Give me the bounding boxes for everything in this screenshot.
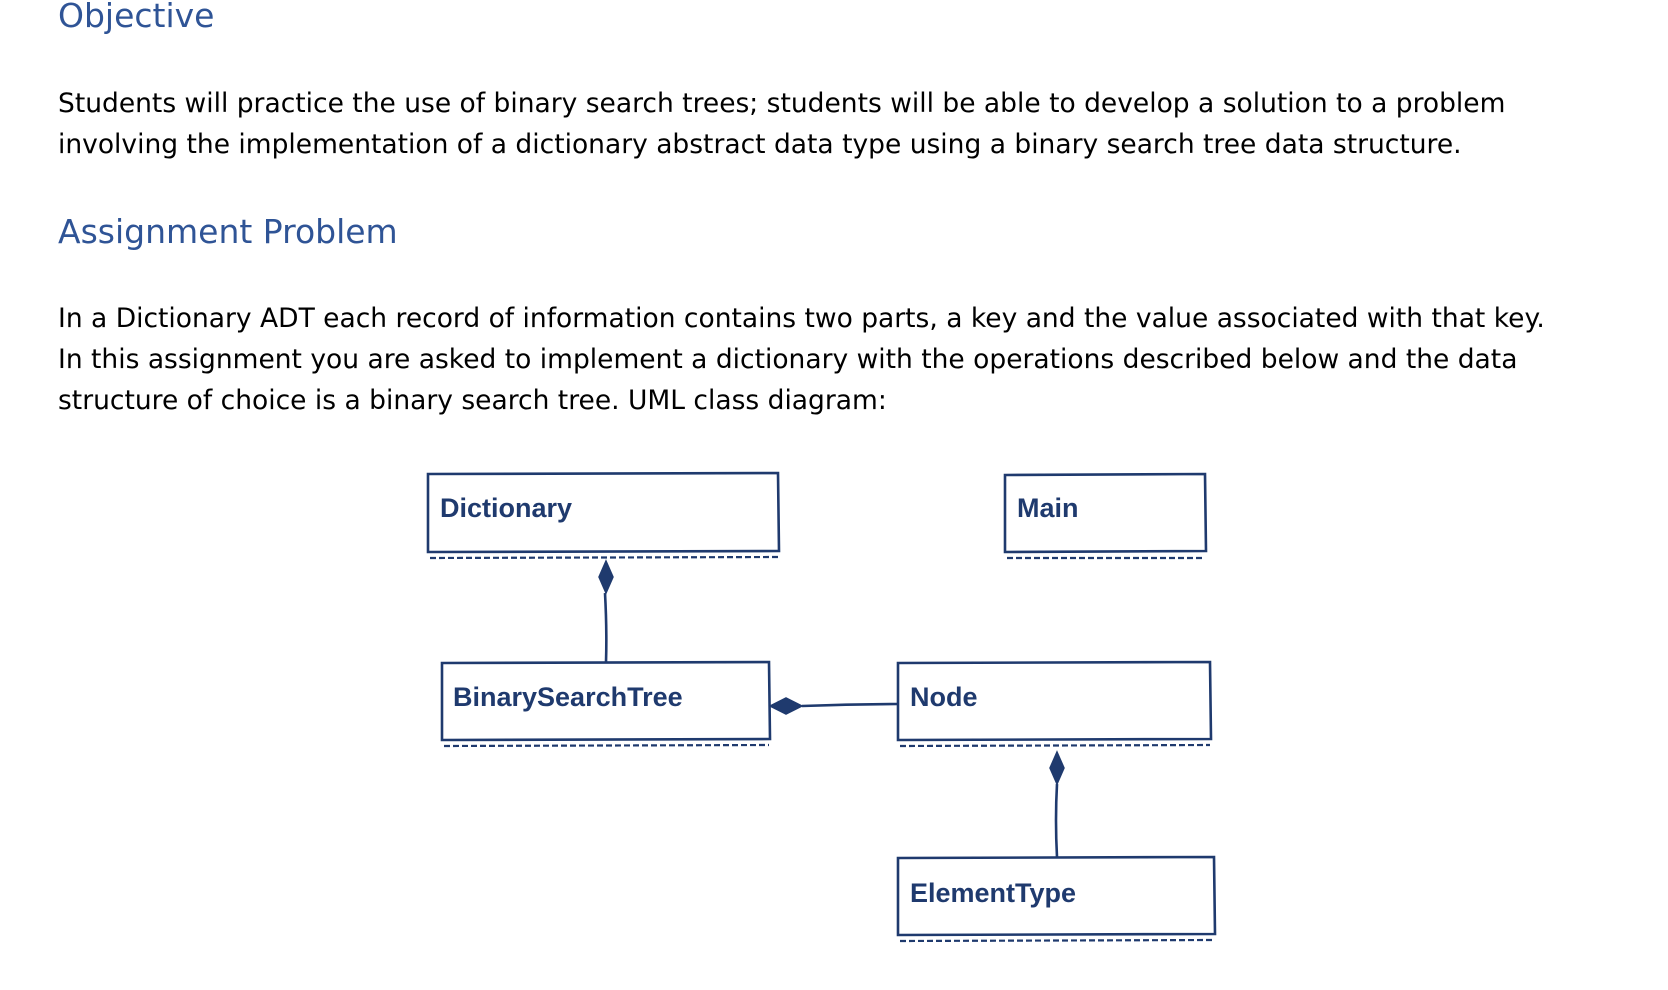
composition-dictionary-bst (599, 561, 613, 662)
class-divider (900, 745, 1210, 746)
class-binary-search-tree (442, 662, 770, 746)
composition-diamond (770, 698, 802, 714)
objective-heading: Objective (58, 0, 215, 35)
association-line (1056, 784, 1057, 857)
composition-diamond (599, 561, 613, 593)
objective-line: Students will practice the use of binary search trees; students will be able to develop a solution to a problem (58, 88, 1506, 119)
class-dictionary (428, 473, 779, 558)
class-divider (444, 745, 769, 746)
class-main (1005, 474, 1206, 558)
class-divider (900, 940, 1214, 941)
assignment-line: In this assignment you are asked to implement a dictionary with the operations described below and the data (58, 344, 1518, 375)
assignment-line: In a Dictionary ADT each record of information contains two parts, a key and the value associated with that key. (58, 303, 1545, 334)
assignment-line: structure of choice is a binary search tree. UML class diagram: (58, 385, 887, 416)
class-node (898, 662, 1211, 746)
composition-bst-node (770, 698, 898, 714)
association-line (605, 593, 606, 662)
association-line (802, 704, 898, 706)
composition-node-element-type (1050, 752, 1064, 857)
class-divider (430, 557, 778, 558)
class-name-dictionary: Dictionary (440, 493, 573, 523)
objective-line: involving the implementation of a dictionary abstract data type using a binary search tree data structure. (58, 129, 1462, 160)
class-name-node: Node (910, 682, 978, 712)
class-name-binary-search-tree: BinarySearchTree (453, 682, 683, 712)
assignment-problem-heading: Assignment Problem (58, 212, 398, 251)
class-element-type (898, 857, 1215, 941)
composition-diamond (1050, 752, 1064, 784)
class-name-element-type: ElementType (910, 878, 1077, 908)
class-name-main: Main (1017, 493, 1079, 523)
